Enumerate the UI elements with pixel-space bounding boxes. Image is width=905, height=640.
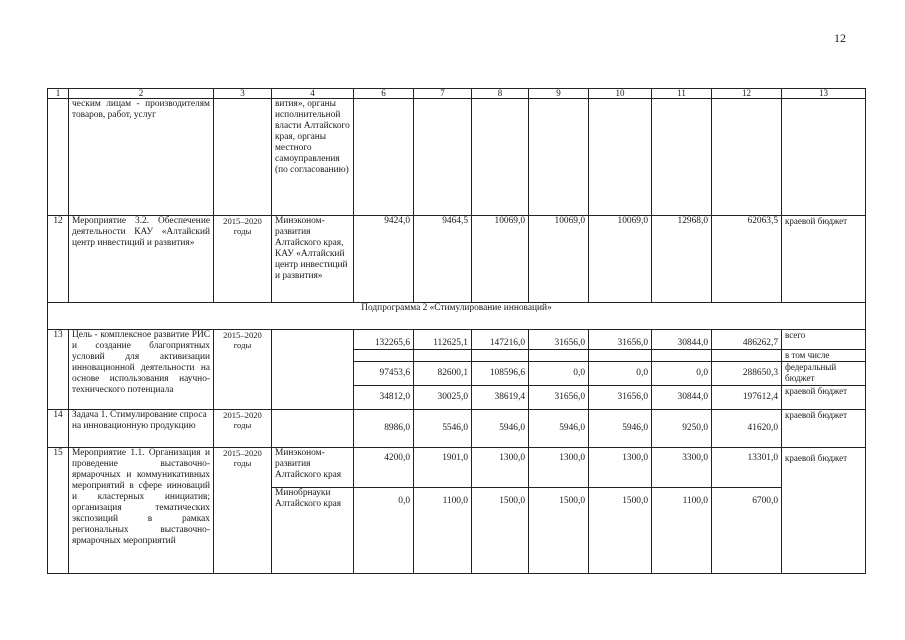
table-row-continuation	[48, 99, 866, 216]
value-cell: 288650,3	[712, 362, 782, 386]
value-cell: 1500,0	[589, 488, 652, 574]
column-header: 7	[414, 89, 472, 99]
value-cell: 5946,0	[529, 410, 589, 448]
measure-description: ческим лицам - производителям товаров, работ, услуг	[69, 99, 214, 216]
page-number: 12	[834, 31, 846, 45]
value-cell: 31656,0	[529, 330, 589, 350]
value-cell: 30844,0	[652, 386, 712, 410]
value-cell: 62063,5	[712, 216, 782, 303]
period-cell: 2015–2020 годы	[214, 330, 272, 410]
value-cell: 112625,1	[414, 330, 472, 350]
value-cell: 486262,7	[712, 330, 782, 350]
row-number: 13	[48, 330, 69, 410]
column-header: 8	[472, 89, 529, 99]
task-description: Задача 1. Стимулирование спроса на инновационную продукцию	[69, 410, 214, 448]
value-cell: 31656,0	[529, 386, 589, 410]
value-cell: 10069,0	[529, 216, 589, 303]
period-cell: 2015–2020 годы	[214, 410, 272, 448]
table-row	[48, 410, 866, 448]
value-cell: 12968,0	[652, 216, 712, 303]
value-cell: 1300,0	[472, 448, 529, 488]
column-header: 12	[712, 89, 782, 99]
value-cell: 5946,0	[589, 410, 652, 448]
column-header: 11	[652, 89, 712, 99]
subprogram-row	[48, 303, 866, 330]
row-number: 14	[48, 410, 69, 448]
value-cell: 34812,0	[354, 386, 414, 410]
value-cell: 31656,0	[589, 330, 652, 350]
column-header: 3	[214, 89, 272, 99]
column-header: 6	[354, 89, 414, 99]
value-cell: 1500,0	[472, 488, 529, 574]
value-cell: 9250,0	[652, 410, 712, 448]
column-header: 13	[782, 89, 866, 99]
value-cell: 4200,0	[354, 448, 414, 488]
executor-cell: Минэконом-развития Алтайского края, КАУ «Алтайский центр инвестиций и развития»	[272, 216, 354, 303]
column-header: 2	[69, 89, 214, 99]
value-cell: 1300,0	[589, 448, 652, 488]
value-cell: 82600,1	[414, 362, 472, 386]
value-cell: 9424,0	[354, 216, 414, 303]
value-cell: 31656,0	[589, 386, 652, 410]
value-cell: 1901,0	[414, 448, 472, 488]
row-number: 12	[48, 216, 69, 303]
value-cell: 147216,0	[472, 330, 529, 350]
subprogram-title: Подпрограмма 2 «Стимулирование инноваций»	[48, 303, 866, 330]
value-cell: 1100,0	[414, 488, 472, 574]
value-cell: 3300,0	[652, 448, 712, 488]
funding-source: краевой бюджет	[782, 448, 866, 574]
executor-cell: Минобрнауки Алтайского края	[272, 488, 354, 574]
value-cell: 0,0	[652, 362, 712, 386]
measure-description: Мероприятие 1.1. Организация и проведение выставочно-ярмарочных и коммуникативных мероприятий в сфере инноваций и кластерных инициатив; организация тематических экспозиций в рамках региональных выставочно-ярмарочных мероприятий	[69, 448, 214, 574]
value-cell: 1500,0	[529, 488, 589, 574]
executor-cell: вития», органы исполнительной власти Алтайского края, органы местного самоуправления (по согласованию)	[272, 99, 354, 216]
value-cell: 30844,0	[652, 330, 712, 350]
column-header: 10	[589, 89, 652, 99]
value-cell: 38619,4	[472, 386, 529, 410]
value-cell: 97453,6	[354, 362, 414, 386]
value-cell: 9464,5	[414, 216, 472, 303]
value-cell: 108596,6	[472, 362, 529, 386]
period-cell: 2015–2020 годы	[214, 448, 272, 574]
funding-source: федеральный бюджет	[782, 362, 866, 386]
table-row	[48, 448, 866, 488]
funding-source: краевой бюджет	[782, 216, 866, 303]
value-cell: 5946,0	[472, 410, 529, 448]
value-cell: 13301,0	[712, 448, 782, 488]
value-cell: 0,0	[589, 362, 652, 386]
period-cell: 2015–2020 годы	[214, 216, 272, 303]
funding-source: краевой бюджет	[782, 386, 866, 410]
funding-source: всего	[782, 330, 866, 350]
value-cell: 1300,0	[529, 448, 589, 488]
value-cell: 0,0	[354, 488, 414, 574]
value-cell: 197612,4	[712, 386, 782, 410]
funding-source: в том числе	[782, 350, 866, 362]
value-cell: 1100,0	[652, 488, 712, 574]
row-number: 15	[48, 448, 69, 574]
value-cell: 30025,0	[414, 386, 472, 410]
value-cell: 41620,0	[712, 410, 782, 448]
measure-description: Мероприятие 3.2. Обеспечение деятельности КАУ «Алтайский центр инвестиций и развития»	[69, 216, 214, 303]
goal-description: Цель - комплексное развитие РИС и создание благоприятных условий для активизации инновационной деятельности на основе использования научно-технического потенциала	[69, 330, 214, 410]
program-table	[47, 88, 866, 574]
executor-cell: Минэконом-развития Алтайского края	[272, 448, 354, 488]
column-header: 1	[48, 89, 69, 99]
table-row	[48, 216, 866, 303]
value-cell: 10069,0	[589, 216, 652, 303]
table-row	[48, 330, 866, 350]
column-header: 9	[529, 89, 589, 99]
column-header: 4	[272, 89, 354, 99]
value-cell: 0,0	[529, 362, 589, 386]
value-cell: 132265,6	[354, 330, 414, 350]
value-cell: 6700,0	[712, 488, 782, 574]
value-cell: 8986,0	[354, 410, 414, 448]
value-cell: 5546,0	[414, 410, 472, 448]
value-cell: 10069,0	[472, 216, 529, 303]
funding-source: краевой бюджет	[782, 410, 866, 448]
column-header-row	[48, 89, 866, 99]
